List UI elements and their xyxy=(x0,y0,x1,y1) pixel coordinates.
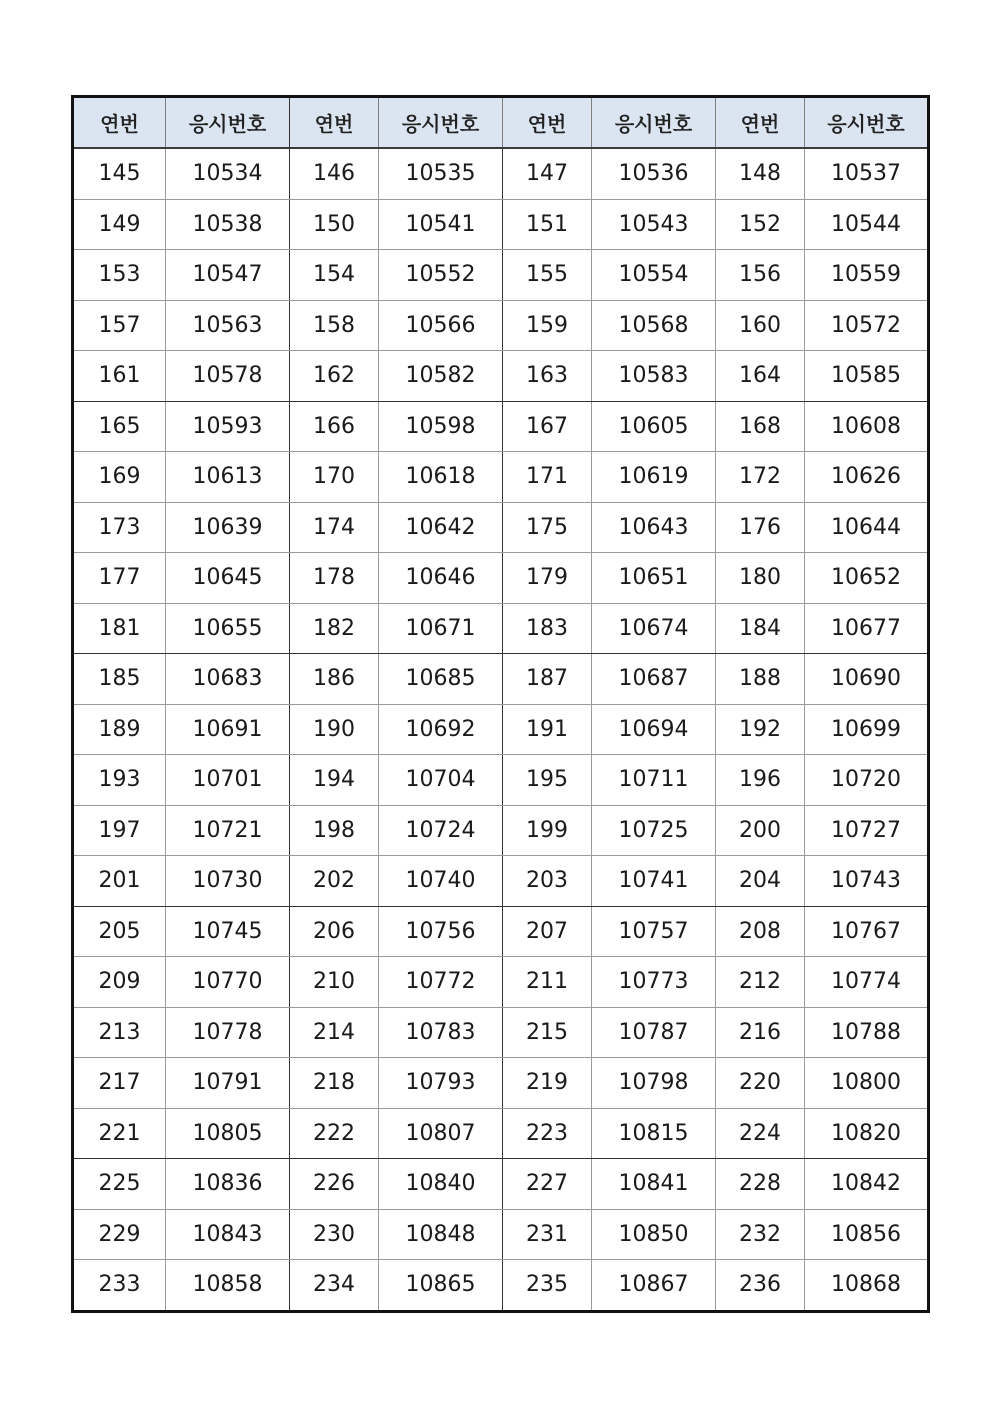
cell-seq-4: 196 xyxy=(716,755,805,806)
cell-seq-2: 234 xyxy=(290,1260,379,1312)
cell-exam-number-1: 10645 xyxy=(166,553,290,604)
table-row xyxy=(73,351,929,402)
cell-exam-number-3: 10651 xyxy=(592,553,716,604)
cell-seq-4: 188 xyxy=(716,654,805,705)
cell-seq-4: 216 xyxy=(716,1007,805,1058)
cell-exam-number-2: 10535 xyxy=(379,148,503,199)
cell-exam-number-3: 10757 xyxy=(592,906,716,957)
cell-seq-3: 171 xyxy=(503,452,592,503)
cell-exam-number-2: 10793 xyxy=(379,1058,503,1109)
cell-seq-4: 220 xyxy=(716,1058,805,1109)
cell-seq-3: 215 xyxy=(503,1007,592,1058)
cell-seq-2: 226 xyxy=(290,1159,379,1210)
cell-seq-3: 223 xyxy=(503,1108,592,1159)
cell-exam-number-4: 10544 xyxy=(805,199,929,250)
cell-seq-4: 204 xyxy=(716,856,805,907)
cell-seq-3: 191 xyxy=(503,704,592,755)
table-row xyxy=(73,957,929,1008)
cell-exam-number-3: 10674 xyxy=(592,603,716,654)
cell-exam-number-3: 10711 xyxy=(592,755,716,806)
cell-seq-4: 152 xyxy=(716,199,805,250)
cell-exam-number-4: 10585 xyxy=(805,351,929,402)
cell-exam-number-4: 10868 xyxy=(805,1260,929,1312)
header-seq-2: 연번 xyxy=(290,97,379,149)
cell-seq-1: 169 xyxy=(73,452,166,503)
cell-exam-number-4: 10820 xyxy=(805,1108,929,1159)
cell-exam-number-1: 10770 xyxy=(166,957,290,1008)
cell-exam-number-3: 10568 xyxy=(592,300,716,351)
cell-seq-2: 230 xyxy=(290,1209,379,1260)
cell-seq-1: 157 xyxy=(73,300,166,351)
cell-exam-number-1: 10858 xyxy=(166,1260,290,1312)
cell-exam-number-1: 10538 xyxy=(166,199,290,250)
cell-exam-number-3: 10773 xyxy=(592,957,716,1008)
table-row xyxy=(73,654,929,705)
cell-exam-number-3: 10841 xyxy=(592,1159,716,1210)
cell-exam-number-1: 10745 xyxy=(166,906,290,957)
cell-exam-number-2: 10642 xyxy=(379,502,503,553)
cell-seq-3: 159 xyxy=(503,300,592,351)
cell-exam-number-4: 10856 xyxy=(805,1209,929,1260)
cell-seq-4: 180 xyxy=(716,553,805,604)
header-exam-number-3: 응시번호 xyxy=(592,97,716,149)
cell-exam-number-2: 10566 xyxy=(379,300,503,351)
cell-exam-number-4: 10774 xyxy=(805,957,929,1008)
cell-exam-number-2: 10552 xyxy=(379,250,503,301)
cell-exam-number-3: 10583 xyxy=(592,351,716,402)
cell-exam-number-1: 10691 xyxy=(166,704,290,755)
cell-exam-number-4: 10767 xyxy=(805,906,929,957)
cell-exam-number-4: 10788 xyxy=(805,1007,929,1058)
cell-exam-number-1: 10836 xyxy=(166,1159,290,1210)
cell-exam-number-2: 10598 xyxy=(379,401,503,452)
cell-exam-number-3: 10605 xyxy=(592,401,716,452)
cell-seq-4: 156 xyxy=(716,250,805,301)
table-row xyxy=(73,906,929,957)
cell-seq-1: 201 xyxy=(73,856,166,907)
cell-exam-number-3: 10619 xyxy=(592,452,716,503)
cell-seq-2: 202 xyxy=(290,856,379,907)
cell-seq-2: 198 xyxy=(290,805,379,856)
cell-exam-number-2: 10618 xyxy=(379,452,503,503)
cell-exam-number-2: 10848 xyxy=(379,1209,503,1260)
table-row xyxy=(73,553,929,604)
cell-seq-3: 219 xyxy=(503,1058,592,1109)
cell-seq-4: 184 xyxy=(716,603,805,654)
cell-seq-3: 155 xyxy=(503,250,592,301)
cell-seq-1: 177 xyxy=(73,553,166,604)
cell-exam-number-3: 10694 xyxy=(592,704,716,755)
cell-seq-4: 176 xyxy=(716,502,805,553)
cell-seq-3: 203 xyxy=(503,856,592,907)
cell-exam-number-4: 10699 xyxy=(805,704,929,755)
cell-seq-2: 170 xyxy=(290,452,379,503)
cell-seq-2: 166 xyxy=(290,401,379,452)
cell-exam-number-4: 10537 xyxy=(805,148,929,199)
cell-exam-number-2: 10704 xyxy=(379,755,503,806)
cell-seq-4: 148 xyxy=(716,148,805,199)
cell-seq-3: 175 xyxy=(503,502,592,553)
cell-exam-number-1: 10593 xyxy=(166,401,290,452)
cell-exam-number-4: 10559 xyxy=(805,250,929,301)
cell-exam-number-3: 10687 xyxy=(592,654,716,705)
cell-seq-2: 154 xyxy=(290,250,379,301)
cell-exam-number-2: 10541 xyxy=(379,199,503,250)
cell-seq-2: 190 xyxy=(290,704,379,755)
cell-seq-2: 222 xyxy=(290,1108,379,1159)
table-row xyxy=(73,250,929,301)
cell-seq-4: 236 xyxy=(716,1260,805,1312)
cell-exam-number-3: 10741 xyxy=(592,856,716,907)
cell-seq-3: 231 xyxy=(503,1209,592,1260)
cell-exam-number-3: 10536 xyxy=(592,148,716,199)
cell-seq-3: 207 xyxy=(503,906,592,957)
cell-seq-1: 205 xyxy=(73,906,166,957)
cell-seq-1: 197 xyxy=(73,805,166,856)
cell-seq-1: 213 xyxy=(73,1007,166,1058)
cell-exam-number-1: 10791 xyxy=(166,1058,290,1109)
cell-exam-number-1: 10778 xyxy=(166,1007,290,1058)
cell-seq-3: 199 xyxy=(503,805,592,856)
cell-exam-number-4: 10626 xyxy=(805,452,929,503)
cell-exam-number-1: 10655 xyxy=(166,603,290,654)
cell-seq-3: 211 xyxy=(503,957,592,1008)
table-row xyxy=(73,300,929,351)
header-seq-3: 연번 xyxy=(503,97,592,149)
cell-exam-number-1: 10683 xyxy=(166,654,290,705)
cell-exam-number-2: 10740 xyxy=(379,856,503,907)
table-row xyxy=(73,1260,929,1312)
cell-seq-1: 161 xyxy=(73,351,166,402)
table-row xyxy=(73,401,929,452)
cell-seq-3: 163 xyxy=(503,351,592,402)
cell-seq-2: 146 xyxy=(290,148,379,199)
cell-seq-4: 172 xyxy=(716,452,805,503)
cell-exam-number-1: 10639 xyxy=(166,502,290,553)
cell-exam-number-4: 10572 xyxy=(805,300,929,351)
cell-exam-number-2: 10865 xyxy=(379,1260,503,1312)
cell-exam-number-1: 10730 xyxy=(166,856,290,907)
cell-exam-number-1: 10563 xyxy=(166,300,290,351)
cell-exam-number-2: 10692 xyxy=(379,704,503,755)
cell-exam-number-1: 10613 xyxy=(166,452,290,503)
cell-exam-number-2: 10671 xyxy=(379,603,503,654)
cell-exam-number-2: 10783 xyxy=(379,1007,503,1058)
cell-seq-3: 151 xyxy=(503,199,592,250)
cell-seq-4: 232 xyxy=(716,1209,805,1260)
cell-exam-number-4: 10800 xyxy=(805,1058,929,1109)
cell-exam-number-3: 10798 xyxy=(592,1058,716,1109)
cell-exam-number-3: 10543 xyxy=(592,199,716,250)
cell-exam-number-4: 10720 xyxy=(805,755,929,806)
header-exam-number-1: 응시번호 xyxy=(166,97,290,149)
table-row xyxy=(73,1209,929,1260)
cell-seq-1: 233 xyxy=(73,1260,166,1312)
cell-exam-number-2: 10582 xyxy=(379,351,503,402)
cell-seq-4: 228 xyxy=(716,1159,805,1210)
cell-exam-number-2: 10807 xyxy=(379,1108,503,1159)
cell-exam-number-4: 10690 xyxy=(805,654,929,705)
cell-seq-1: 173 xyxy=(73,502,166,553)
cell-seq-4: 164 xyxy=(716,351,805,402)
table-row xyxy=(73,856,929,907)
table-row xyxy=(73,603,929,654)
cell-seq-1: 229 xyxy=(73,1209,166,1260)
table-row xyxy=(73,1159,929,1210)
cell-seq-2: 178 xyxy=(290,553,379,604)
cell-seq-3: 183 xyxy=(503,603,592,654)
table-row xyxy=(73,704,929,755)
header-seq-4: 연번 xyxy=(716,97,805,149)
cell-seq-2: 186 xyxy=(290,654,379,705)
cell-exam-number-2: 10772 xyxy=(379,957,503,1008)
table-row xyxy=(73,1058,929,1109)
cell-seq-2: 174 xyxy=(290,502,379,553)
cell-seq-3: 235 xyxy=(503,1260,592,1312)
header-seq-1: 연번 xyxy=(73,97,166,149)
cell-seq-2: 194 xyxy=(290,755,379,806)
cell-seq-1: 193 xyxy=(73,755,166,806)
cell-exam-number-4: 10644 xyxy=(805,502,929,553)
cell-exam-number-4: 10842 xyxy=(805,1159,929,1210)
cell-exam-number-1: 10721 xyxy=(166,805,290,856)
cell-exam-number-3: 10554 xyxy=(592,250,716,301)
cell-seq-1: 153 xyxy=(73,250,166,301)
cell-seq-2: 218 xyxy=(290,1058,379,1109)
table-header-row xyxy=(73,97,929,149)
cell-exam-number-3: 10725 xyxy=(592,805,716,856)
cell-seq-1: 209 xyxy=(73,957,166,1008)
cell-exam-number-4: 10727 xyxy=(805,805,929,856)
cell-exam-number-1: 10701 xyxy=(166,755,290,806)
table-row xyxy=(73,1108,929,1159)
cell-exam-number-1: 10578 xyxy=(166,351,290,402)
cell-exam-number-2: 10840 xyxy=(379,1159,503,1210)
table-row xyxy=(73,452,929,503)
cell-seq-3: 195 xyxy=(503,755,592,806)
cell-seq-1: 185 xyxy=(73,654,166,705)
cell-exam-number-1: 10843 xyxy=(166,1209,290,1260)
cell-exam-number-3: 10787 xyxy=(592,1007,716,1058)
cell-exam-number-2: 10756 xyxy=(379,906,503,957)
table-row xyxy=(73,148,929,199)
cell-exam-number-2: 10685 xyxy=(379,654,503,705)
cell-seq-1: 181 xyxy=(73,603,166,654)
cell-seq-1: 189 xyxy=(73,704,166,755)
table-row xyxy=(73,1007,929,1058)
cell-exam-number-3: 10815 xyxy=(592,1108,716,1159)
cell-exam-number-3: 10867 xyxy=(592,1260,716,1312)
cell-exam-number-2: 10724 xyxy=(379,805,503,856)
header-exam-number-4: 응시번호 xyxy=(805,97,929,149)
cell-exam-number-1: 10534 xyxy=(166,148,290,199)
cell-seq-1: 165 xyxy=(73,401,166,452)
cell-exam-number-4: 10608 xyxy=(805,401,929,452)
cell-seq-2: 158 xyxy=(290,300,379,351)
cell-seq-1: 145 xyxy=(73,148,166,199)
table-body xyxy=(73,148,929,1311)
cell-exam-number-4: 10652 xyxy=(805,553,929,604)
cell-seq-3: 179 xyxy=(503,553,592,604)
cell-seq-4: 200 xyxy=(716,805,805,856)
cell-seq-2: 182 xyxy=(290,603,379,654)
cell-seq-4: 208 xyxy=(716,906,805,957)
cell-exam-number-4: 10677 xyxy=(805,603,929,654)
cell-exam-number-1: 10547 xyxy=(166,250,290,301)
cell-seq-4: 192 xyxy=(716,704,805,755)
table-row xyxy=(73,755,929,806)
cell-seq-1: 225 xyxy=(73,1159,166,1210)
cell-seq-3: 147 xyxy=(503,148,592,199)
cell-exam-number-4: 10743 xyxy=(805,856,929,907)
header-exam-number-2: 응시번호 xyxy=(379,97,503,149)
cell-seq-4: 160 xyxy=(716,300,805,351)
cell-seq-3: 187 xyxy=(503,654,592,705)
cell-seq-1: 217 xyxy=(73,1058,166,1109)
cell-seq-2: 150 xyxy=(290,199,379,250)
cell-seq-4: 224 xyxy=(716,1108,805,1159)
cell-exam-number-3: 10850 xyxy=(592,1209,716,1260)
applicant-number-table xyxy=(71,95,930,1313)
cell-exam-number-1: 10805 xyxy=(166,1108,290,1159)
cell-seq-2: 214 xyxy=(290,1007,379,1058)
cell-seq-2: 162 xyxy=(290,351,379,402)
cell-seq-2: 206 xyxy=(290,906,379,957)
cell-seq-1: 149 xyxy=(73,199,166,250)
cell-exam-number-2: 10646 xyxy=(379,553,503,604)
table-row xyxy=(73,502,929,553)
cell-seq-4: 212 xyxy=(716,957,805,1008)
cell-seq-3: 227 xyxy=(503,1159,592,1210)
cell-seq-3: 167 xyxy=(503,401,592,452)
cell-seq-4: 168 xyxy=(716,401,805,452)
cell-seq-1: 221 xyxy=(73,1108,166,1159)
table-row xyxy=(73,805,929,856)
cell-seq-2: 210 xyxy=(290,957,379,1008)
cell-exam-number-3: 10643 xyxy=(592,502,716,553)
table-row xyxy=(73,199,929,250)
